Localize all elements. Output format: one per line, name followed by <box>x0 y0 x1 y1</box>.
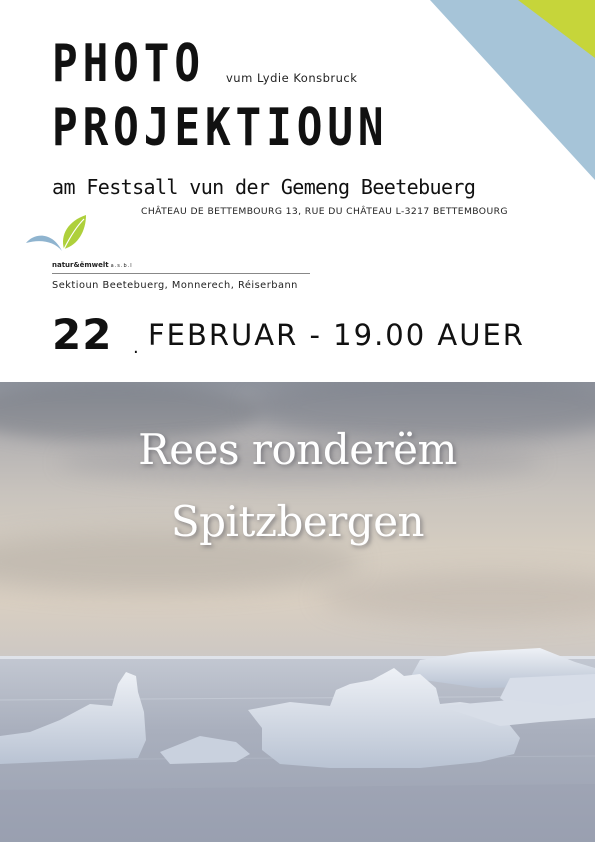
corner-decoration <box>430 0 595 180</box>
cloud <box>320 572 595 622</box>
ice-floes <box>0 640 595 842</box>
organization-suffix: a.s.b.l <box>110 263 133 269</box>
author: vum Lydie Konsbruck <box>226 71 358 85</box>
date-dot: . <box>133 337 139 358</box>
organization-label: natur&ëmwelt <box>52 261 109 269</box>
section-name: Sektioun Beetebuerg, Monnerech, Réiserbann <box>52 280 298 291</box>
date-time: FEBRUAR - 19.00 AUER <box>148 318 525 352</box>
venue: am Festsall vun der Gemeng Beetebuerg <box>52 175 476 199</box>
headline-line-2: Spitzbergen <box>170 497 425 546</box>
date-day: 22 <box>52 310 113 359</box>
headline-line-1: Rees ronderëm <box>138 425 457 474</box>
title-line-1: PHOTO <box>52 34 205 94</box>
title-line-2: PROJEKTIOUN <box>52 98 389 158</box>
leaf-logo-icon <box>24 213 94 255</box>
divider <box>52 273 310 274</box>
address: CHÂTEAU DE BETTEMBOURG 13, RUE DU CHÂTEAU L-3217 BETTEMBOURG <box>141 206 508 217</box>
organization-name <box>52 261 133 269</box>
